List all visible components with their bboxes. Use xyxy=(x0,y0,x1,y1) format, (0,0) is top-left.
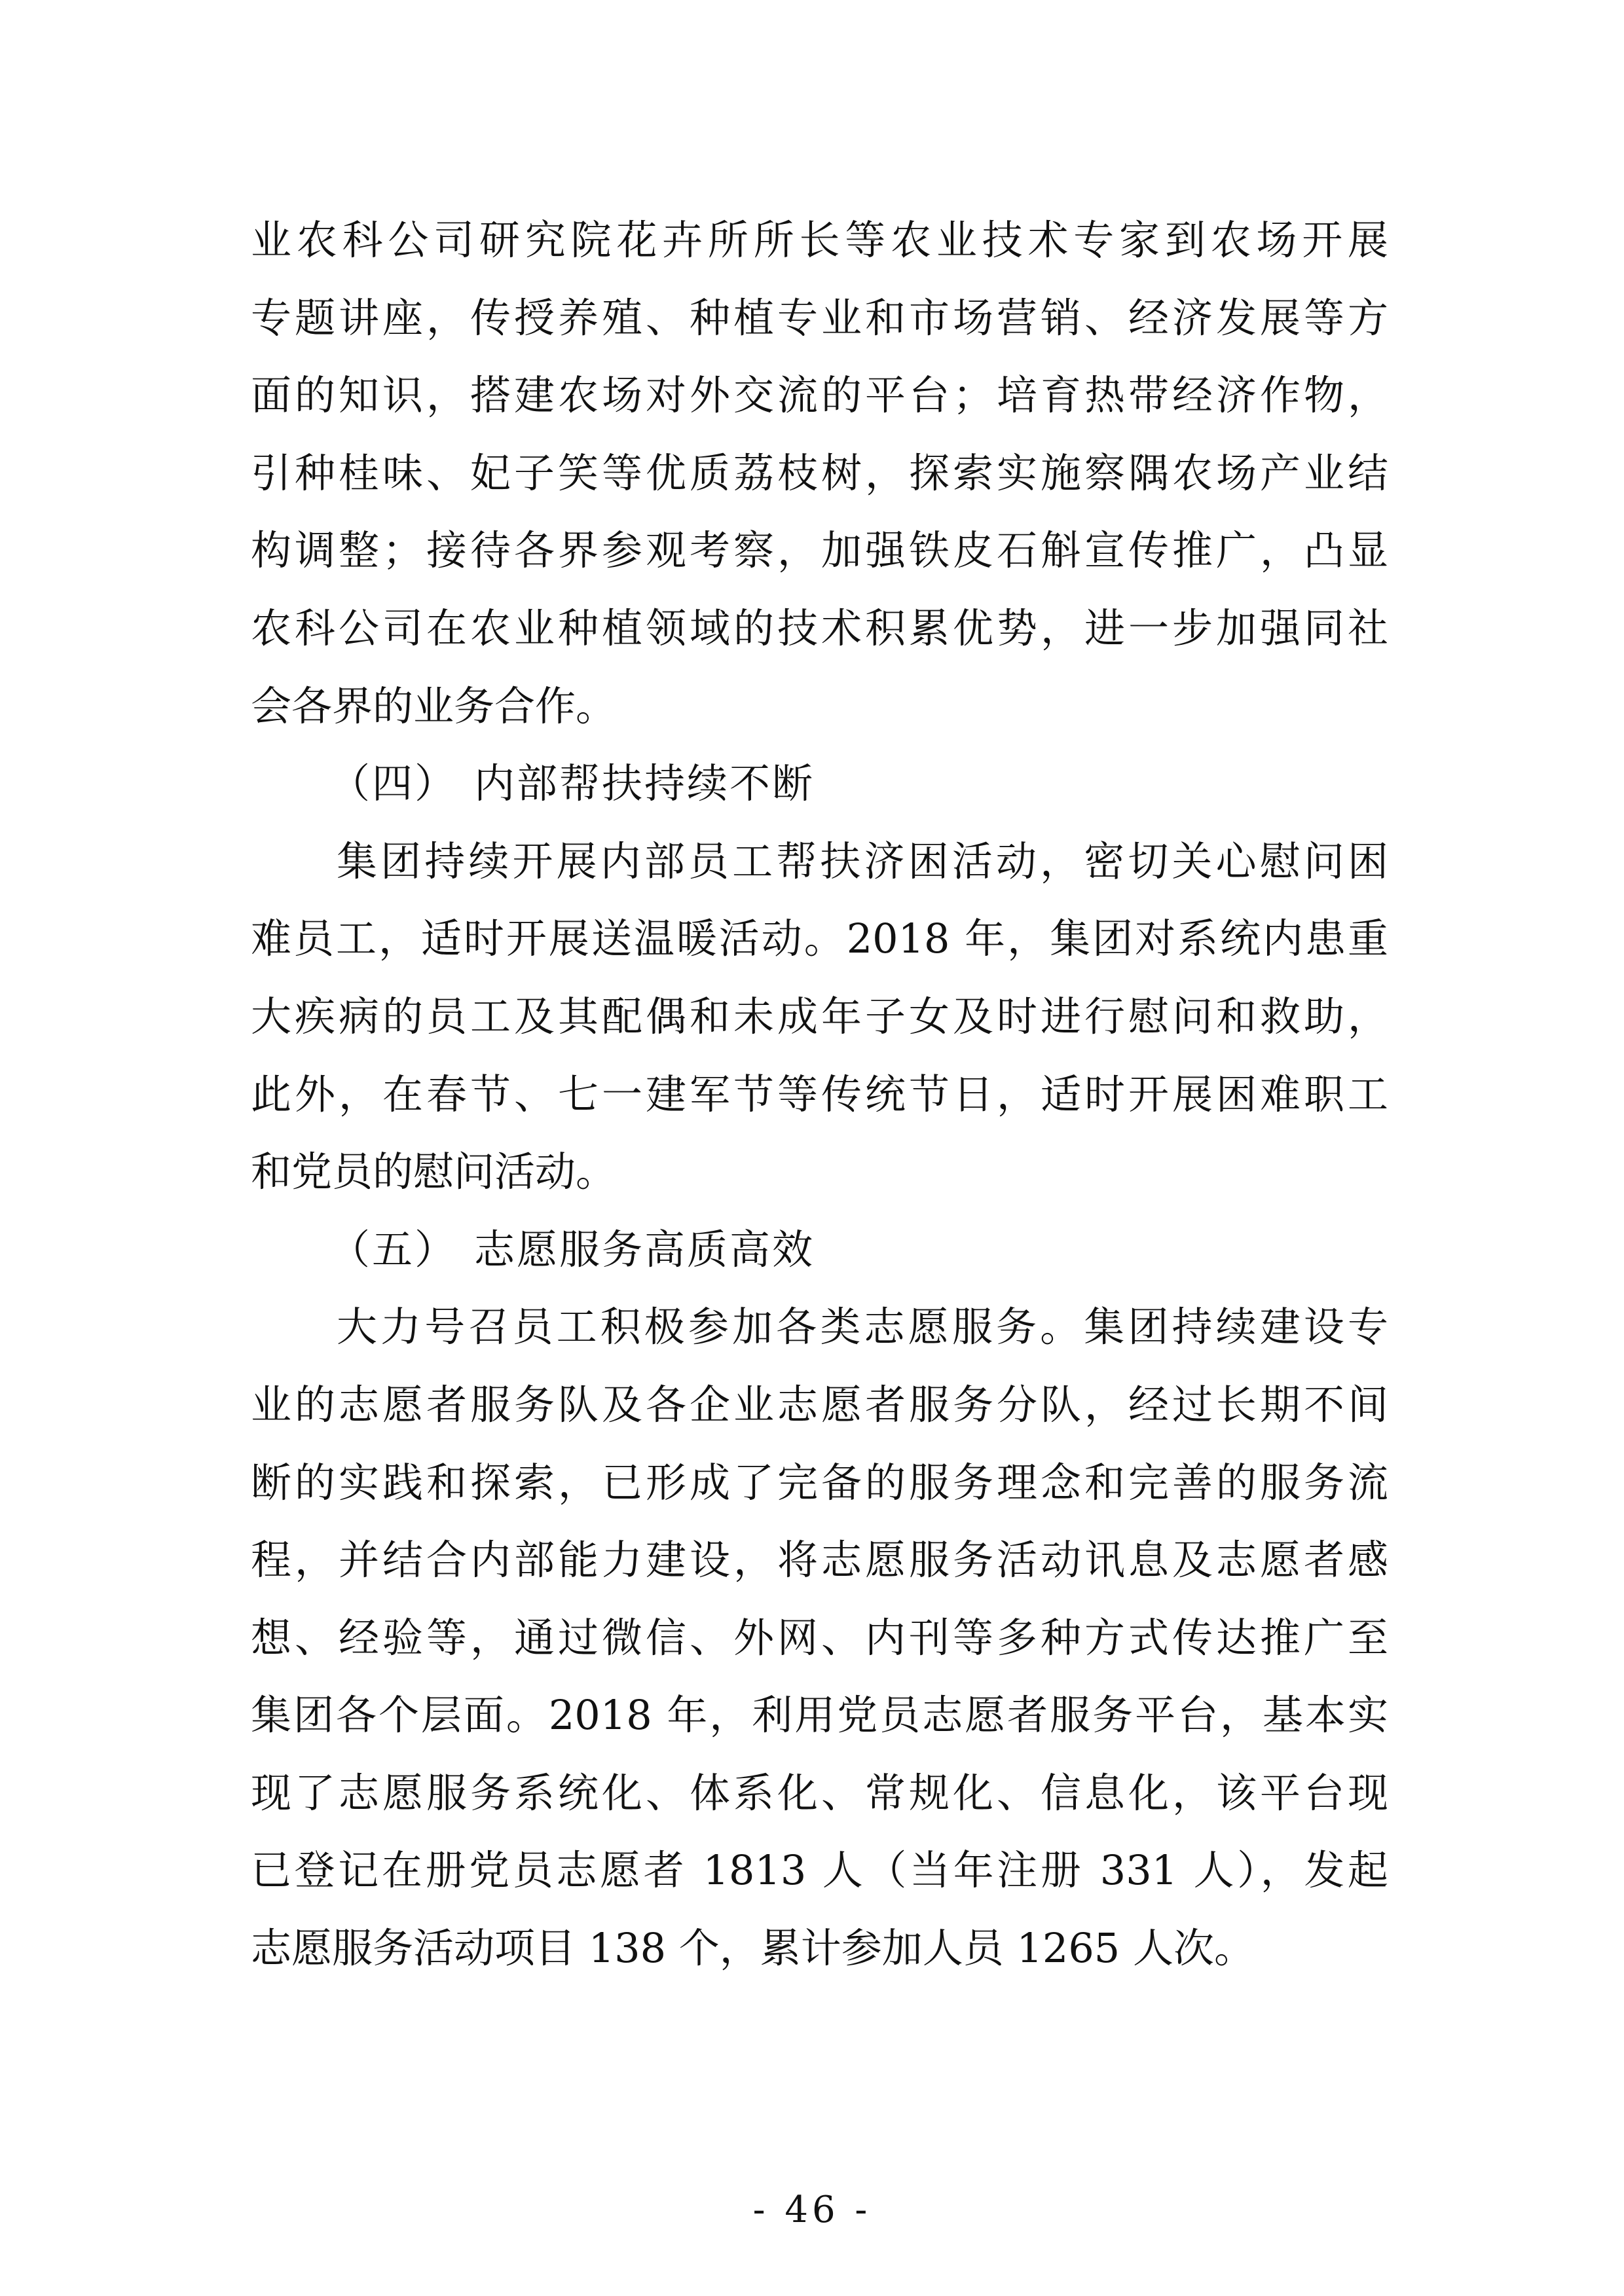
text-line: 集团持续开展内部员工帮扶济困活动，密切关心慰问困 xyxy=(337,837,1388,885)
paragraph xyxy=(251,202,1388,745)
text-line: 大力号召员工积极参加各类志愿服务。集团持续建设专 xyxy=(337,1303,1388,1351)
text-line: 专题讲座，传授养殖、种植专业和市场营销、经济发展等方 xyxy=(251,293,1388,342)
section-heading xyxy=(251,745,1388,823)
paragraph xyxy=(251,1288,1388,1987)
text-line: 业农科公司研究院花卉所所长等农业技术专家到农场开展 xyxy=(251,216,1388,264)
section-number: （四） xyxy=(329,759,458,808)
text-line: 引种桂味、妃子笑等优质荔枝树，探索实施察隅农场产业结 xyxy=(251,448,1388,497)
text-line: 现了志愿服务系统化、体系化、常规化、信息化，该平台现 xyxy=(251,1768,1388,1817)
text-line: 业的志愿者服务队及各企业志愿者服务分队，经过长期不间 xyxy=(251,1380,1388,1429)
text-line: 此外，在春节、七一建军节等传统节日，适时开展困难职工 xyxy=(251,1070,1388,1118)
text-line: 想、经验等，通过微信、外网、内刊等多种方式传达推广至 xyxy=(251,1613,1388,1662)
section-number: （五） xyxy=(329,1225,458,1273)
text-line: 和党员的慰问活动。 xyxy=(251,1148,617,1196)
text-line: 断的实践和探索，已形成了完备的服务理念和完善的服务流 xyxy=(251,1458,1388,1506)
page-number: - 46 - xyxy=(752,2189,872,2231)
body-text xyxy=(251,202,1388,1988)
paragraph xyxy=(251,823,1388,1211)
text-line: 农科公司在农业种植领域的技术积累优势，进一步加强同社 xyxy=(251,604,1388,652)
text-line: 大疾病的员工及其配偶和未成年子女及时进行慰问和救助， xyxy=(251,992,1388,1040)
text-line: 构调整；接待各界参观考察，加强铁皮石斛宣传推广，凸显 xyxy=(251,526,1388,575)
text-line: 集团各个层面。2018 年，利用党员志愿者服务平台，基本实 xyxy=(251,1691,1388,1740)
section-title: 志愿服务高质高效 xyxy=(474,1225,815,1273)
text-line: 面的知识，搭建农场对外交流的平台；培育热带经济作物， xyxy=(251,371,1388,420)
text-line: 志愿服务活动项目 138 个，累计参加人员 1265 人次。 xyxy=(251,1924,1255,1973)
section-title: 内部帮扶持续不断 xyxy=(474,759,815,808)
text-line: 程，并结合内部能力建设，将志愿服务活动讯息及志愿者感 xyxy=(251,1536,1388,1584)
text-line: 已登记在册党员志愿者 1813 人（当年注册 331 人），发起 xyxy=(251,1846,1388,1895)
section-heading xyxy=(251,1211,1388,1289)
text-line: 难员工，适时开展送温暖活动。2018 年，集团对系统内患重 xyxy=(251,915,1388,963)
text-line: 会各界的业务合作。 xyxy=(251,682,617,730)
